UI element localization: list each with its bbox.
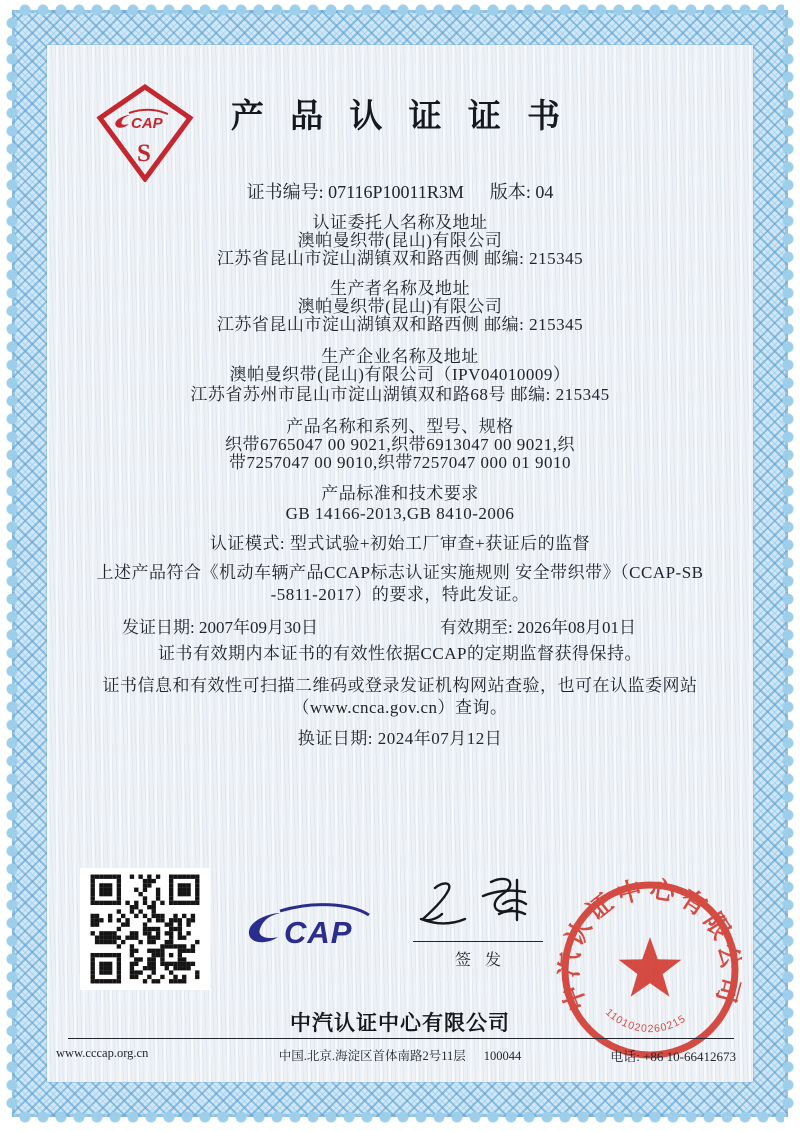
issue-date-value: 2007年09月30日 [198,618,318,637]
border-scallop-left [6,14,18,1113]
issuer-phone [610,1046,736,1065]
version-value: 04 [535,182,554,202]
section-line: 澳帕曼织带(昆山)有限公司 [297,297,503,316]
svg-text:CAP: CAP [131,115,163,132]
issuer-phone-label: 电话: [610,1049,644,1064]
svg-text:CAP: CAP [284,915,353,950]
issuer-postcode: 100044 [483,1049,522,1063]
certificate-title: 产 品 认 证 证 书 [230,99,570,135]
border-scallop-right [782,14,794,1113]
section-line: 江苏省昆山市淀山湖镇双和路西侧 邮编: 215345 [216,315,584,334]
section-heading: 生产企业名称及地址 [321,347,479,366]
section-heading: 产品标准和技术要求 [321,484,479,503]
issue-date-label: 发证日期: [122,618,199,637]
cert-no-label: 证书编号: [246,182,329,202]
signature [413,874,548,944]
ccap-wordmark-icon [240,901,378,955]
certification-mode-line: 认证模式: 型式试验+初始工厂审查+获证后的监督 [209,534,591,553]
footer-divider [68,1038,734,1039]
signature-line [413,941,543,942]
valid-until-value: 2026年08月01日 [516,618,636,637]
issuer-company-name: 中汽认证中心有限公司 [290,1012,510,1035]
seal-serial-text: 1101020260215 [602,1006,688,1036]
renewal-date-label: 换证日期: [297,729,378,748]
section-line: GB 14166-2013,GB 8410-2006 [285,504,515,523]
certificate-number-line [48,178,752,204]
valid-until-label: 有效期至: [440,618,517,637]
qr-code [80,868,210,990]
svg-text:S: S [137,140,151,167]
seal-company-text: 中汽认证中心有限公司 [556,876,744,1014]
section-line: 澳帕曼织带(昆山)有限公司（IPV04010009） [229,365,571,384]
section-line: 带7257047 00 9010,织带7257047 000 01 9010 [229,453,571,472]
verification-line: 证书信息和有效性可扫描二维码或登录发证机构网站查验，也可在认监委网站 [102,676,698,695]
renewal-date-value: 2024年07月12日 [377,729,503,748]
verification-line: （www.cnca.gov.cn）查询。 [292,698,508,717]
signature-label: 签发 [454,952,515,969]
conformity-line: 上述产品符合《机动车辆产品CCAP标志认证实施规则 安全带织带》（CCAP-SB [96,563,704,582]
section-heading: 认证委托人名称及地址 [312,213,488,232]
validity-maintain-line: 证书有效期内本证书的有效性依据CCAP的定期监督获得保持。 [158,644,642,663]
section-heading: 产品名称和系列、型号、规格 [286,417,514,436]
section-line: 江苏省昆山市淀山湖镇双和路西侧 邮编: 215345 [216,249,584,268]
valid-until [440,613,636,638]
conformity-line: -5811-2017）的要求，特此发证。 [270,585,530,604]
issuer-phone-number: +86 10-66412673 [643,1049,736,1064]
border-scallop-top [16,4,784,16]
section-line: 江苏省苏州市昆山市淀山湖镇双和路68号 邮编: 215345 [190,385,610,404]
issuer-address-text: 中国.北京.海淀区首体南路2号11层 [278,1049,466,1063]
renewal-date [48,729,752,749]
version-label: 版本: [489,182,536,202]
section-line: 织带6765047 00 9021,织带6913047 00 9021,织 [225,435,575,454]
border-scallop-bottom [16,1111,784,1123]
section-line: 澳帕曼织带(昆山)有限公司 [297,231,503,250]
section-heading: 生产者名称及地址 [330,279,470,298]
cert-no-value: 07116P10011R3M [328,182,464,202]
issue-date [122,613,318,638]
issuer-website: www.cccap.org.cn [56,1046,149,1060]
issuer-address [200,1046,600,1064]
